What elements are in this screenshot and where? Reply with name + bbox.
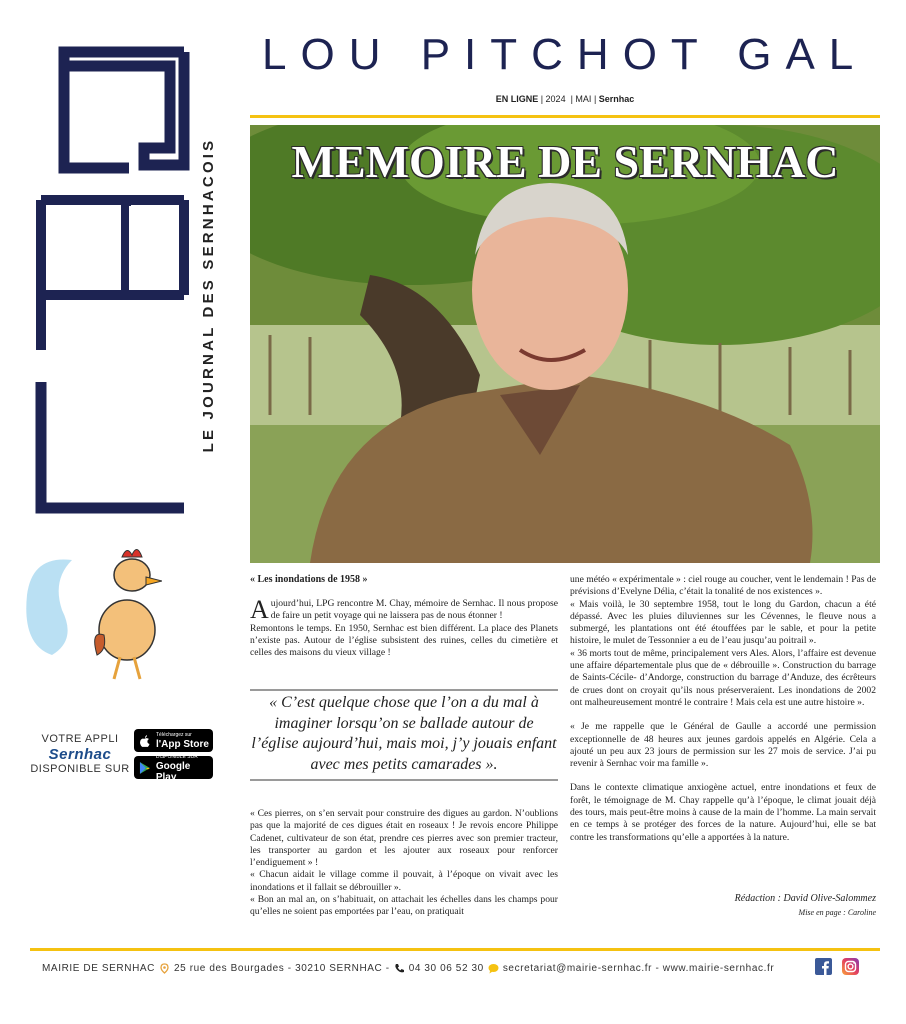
footer-rule: [30, 948, 880, 951]
phone-icon: [394, 963, 405, 974]
vertical-tagline-text: LE JOURNAL DES SERNHACOIS: [200, 137, 217, 453]
intro-paragraph: ujourd’hui, LPG rencontre M. Chay, mémoire de Sernhac. Il nous propose de faire un petit voyage qui ne laissera pas de nous étonner !: [270, 598, 558, 622]
edition-commune: Sernhac: [598, 94, 635, 104]
app-store-label: l'App Store: [156, 739, 209, 750]
apple-icon: [138, 734, 152, 748]
lpg-logo: [34, 30, 194, 520]
col1-paragraph-3: « Bon an mal an, on s’habituait, on attachait les échelles dans les champs pour qu’elles ne soient pas emportées par l’eau, on pratiquait: [250, 894, 558, 918]
chat-icon: [488, 963, 499, 974]
hero-photo: [250, 125, 880, 563]
instagram-icon[interactable]: [842, 958, 859, 975]
vertical-tagline: [196, 110, 220, 480]
app-store-small: Téléchargez sur: [156, 732, 192, 738]
quote-rule-top: [250, 689, 558, 691]
edition-year: 2024: [545, 94, 566, 104]
col1-paragraph-1: « Ces pierres, on s’en servait pour construire des digues au gardon. N’oublions pas que la majorité de ces digues était en roseaux ! Je revois encore Philippe Cadenet, cultivateur de son état, prendre ces pierres avec son premier tracteur, les transporter au gardon et les ajouter aux roseaux pour renforcer l’endiguement » !: [250, 808, 558, 869]
hero-illustration: [250, 125, 880, 563]
layout-credit: Mise en page : Caroline: [798, 908, 876, 918]
edition-line: EN LIGNE | 2024 | MAI | Sernhac: [495, 94, 635, 104]
drop-cap: A: [250, 595, 269, 624]
article-kicker: « Les inondations de 1958 »: [250, 574, 368, 585]
footer-phone[interactable]: 04 30 06 52 30: [408, 963, 484, 974]
col2-paragraph-3: « 36 morts tout de même, principalement vers Ales. Alors, l’affaire est devenue une affaire départementale plus que de « débrouille ». Construction du barrage de Saints-Cécile- d’Andorge, construction du barrage d’Anduze, des écrêteurs de crues dont on croyait qu’ils nous préserveraient. Les inondations de 2002 ont malheureusement montré le contraire ! Mais cela est une autre histoire ».: [570, 647, 876, 708]
location-pin-icon: [159, 963, 170, 974]
article-intro: [250, 595, 558, 659]
app-store-button[interactable]: [134, 729, 213, 752]
footer-email-web[interactable]: secretariat@mairie-sernhac.fr - www.mairie-sernhac.fr: [502, 963, 775, 974]
google-play-button[interactable]: [134, 753, 213, 783]
intro-paragraph-2: Remontons le temps. En 1950, Sernhac est bien différent. La place des Planets n’existe pas. Autour de l’église subsistent des ruines, celles du cimetière et celles des maisons du vieux village !: [250, 622, 558, 659]
edition-month: MAI: [575, 94, 592, 104]
col2-paragraph-1: une météo « expérimentale » : ciel rouge au coucher, vent le lendemain ! Pas de prévisions d’Evelyne Délia, c’était la tonalité de nos existences ».: [570, 574, 876, 598]
hero-headline: MEMOIRE DE SERNHAC: [291, 136, 839, 187]
article-column-2: [570, 574, 876, 844]
col2-paragraph-4: « Je me rappelle que le Général de Gaulle a accordé une permission exceptionnelle de 48 heures aux jeunes gardois appelés en Algérie. Cela a ajouté un peu aux 23 jours de permission sur les 27 mois de service. J’ai pu revenir à Sernhac voir ma famille ».: [570, 721, 876, 770]
footer-org: MAIRIE DE SERNHAC: [42, 963, 155, 974]
google-play-small: DISPONIBLE SUR: [155, 753, 198, 760]
article-column-1: [250, 808, 558, 919]
app-promo: [28, 728, 218, 788]
app-promo-line2: DISPONIBLE SUR: [30, 763, 130, 775]
edition-online: EN LIGNE: [495, 94, 539, 104]
page-title: LOU PITCHOT GAL: [262, 30, 868, 79]
pull-quote: « C’est quelque chose que l’on a du mal à imaginer lorsqu’on se ballade autour de l’église aujourd’hui, mais moi, j’y jouais enfant avec mes petits camarades ».: [251, 694, 557, 773]
col1-paragraph-2: « Chacun aidait le village comme il pouvait, à l’époque on vivait avec les inondations et il fallait se débrouiller ».: [250, 869, 558, 893]
quote-rule-bottom: [250, 779, 558, 781]
top-rule: [250, 115, 880, 118]
google-play-label: Google Play: [155, 760, 191, 783]
app-promo-text: [28, 732, 132, 777]
app-promo-line1: VOTRE APPLI: [41, 733, 119, 745]
facebook-icon[interactable]: [815, 958, 832, 975]
footer-contact: [42, 963, 822, 974]
google-play-icon: [138, 761, 152, 775]
footer-address: 25 rue des Bourgades - 30210 SERNHAC -: [174, 963, 390, 974]
col2-paragraph-5: Dans le contexte climatique anxiogène actuel, entre inondations et feux de forêt, le témoignage de M. Chay rappelle qu’à l’époque, le climat jouait déjà des tours, mais peut-être moins à cause de la main de l’homme. La main servait en ce temps à se protéger des forces de la nature. Aujourd’hui, elle se bat contre les transformations qu’elle a apportées à la nature.: [570, 782, 876, 843]
col2-paragraph-2: « Mais voilà, le 30 septembre 1958, tout le long du Gardon, chacun a été dépassé. Avec les pluies diluviennes sur les Cévennes, le fleuve nous a submergé, les plantations ont été étouffées par le sable, et pour la petite histoire, le mulet de Tessonnier a eu de l’eau jusqu’au poitrail ».: [570, 598, 876, 647]
redaction-credit: Rédaction : David Olive-Salommez: [734, 893, 876, 904]
app-brand: Sernhac: [48, 746, 112, 763]
article-credits: [570, 893, 876, 920]
rooster-mascot: [22, 535, 162, 685]
